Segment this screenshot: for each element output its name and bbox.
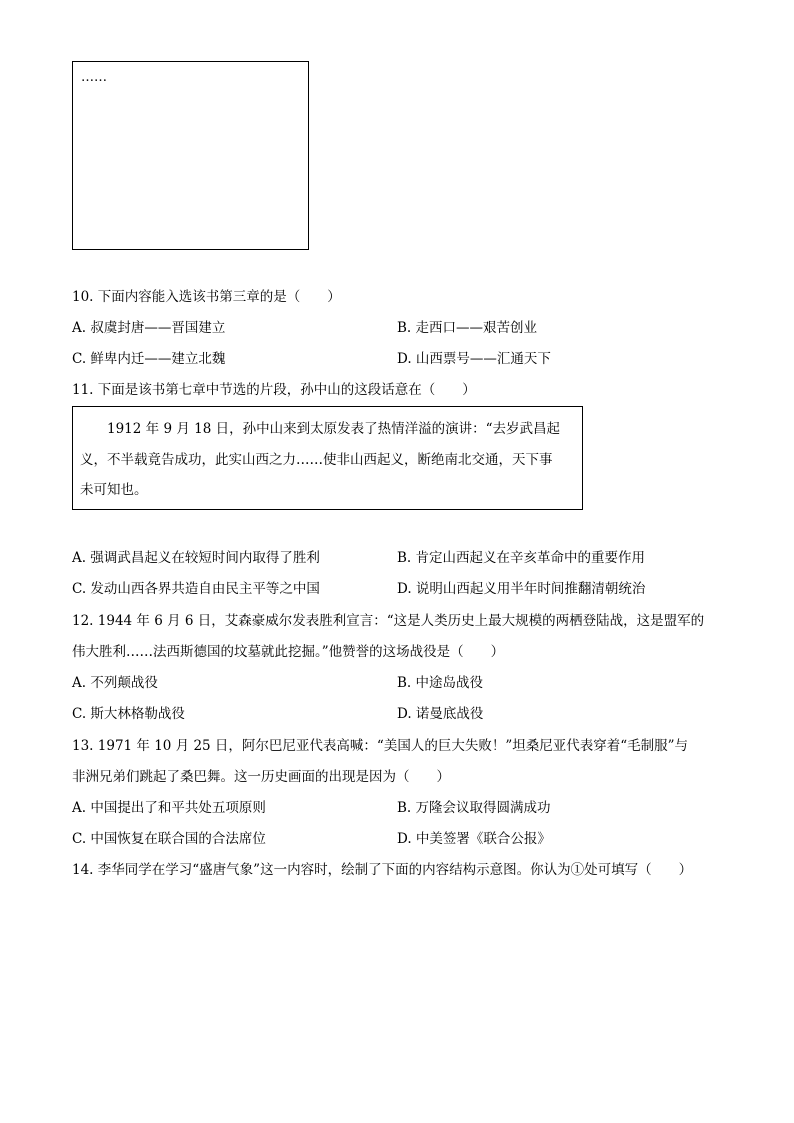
q10-option-a: A. 叔虞封唐——晋国建立 — [72, 320, 226, 336]
q12-option-a: A. 不列颠战役 — [72, 675, 158, 691]
q10-option-c: C. 鲜卑内迁——建立北魏 — [72, 351, 226, 367]
q11-quote-line-1: 1912 年 9 月 18 日，孙中山来到太原发表了热情洋溢的演讲：“去岁武昌起 — [107, 421, 560, 437]
q13-stem-line-1: 13. 1971 年 10 月 25 日，阿尔巴尼亚代表高喊：“美国人的巨大失败！”坦桑尼亚代表穿着“毛制服”与 — [72, 738, 689, 754]
q12-stem-line-1: 12. 1944 年 6 月 6 日，艾森豪威尔发表胜利宣言：“这是人类历史上最大规模的两栖登陆战，这是盟军的 — [72, 613, 705, 629]
q11-option-c: C. 发动山西各界共造自由民主平等之中国 — [72, 581, 320, 597]
content-box — [72, 61, 309, 250]
q14-stem: 14. 李华同学在学习“盛唐气象”这一内容时，绘制了下面的内容结构示意图。你认为①处可填写（ ） — [72, 862, 693, 878]
q11-quote-box — [72, 406, 583, 510]
q12-option-b: B. 中途岛战役 — [397, 675, 484, 691]
q12-option-d: D. 诺曼底战役 — [397, 706, 484, 722]
q12-option-c: C. 斯大林格勒战役 — [72, 706, 185, 722]
q11-quote-line-3: 未可知也。 — [80, 482, 148, 498]
q10-option-b: B. 走西口——艰苦创业 — [397, 320, 538, 336]
q13-stem-line-2: 非洲兄弟们跳起了桑巴舞。这一历史画面的出现是因为（ ） — [72, 769, 450, 785]
ellipsis-text: …… — [81, 70, 107, 85]
q11-option-a: A. 强调武昌起义在较短时间内取得了胜利 — [72, 550, 320, 566]
q12-stem-line-2: 伟大胜利……法西斯德国的坟墓就此挖掘。”他赞誉的这场战役是（ ） — [72, 644, 505, 660]
q13-option-d: D. 中美签署《联合公报》 — [397, 831, 551, 847]
q11-option-b: B. 肯定山西起义在辛亥革命中的重要作用 — [397, 550, 646, 566]
q11-option-d: D. 说明山西起义用半年时间推翻清朝统治 — [397, 581, 646, 597]
q13-option-b: B. 万隆会议取得圆满成功 — [397, 800, 551, 816]
q11-stem: 11. 下面是该书第七章中节选的片段，孙中山的这段话意在（ ） — [72, 382, 476, 398]
q10-stem: 10. 下面内容能入选该书第三章的是（ ） — [72, 289, 341, 305]
q10-option-d: D. 山西票号——汇通天下 — [397, 351, 551, 367]
q13-option-a: A. 中国提出了和平共处五项原则 — [72, 800, 266, 816]
q13-option-c: C. 中国恢复在联合国的合法席位 — [72, 831, 266, 847]
q11-quote-line-2: 义，不半载竟告成功，此实山西之力……使非山西起义，断绝南北交通，天下事 — [80, 452, 553, 468]
